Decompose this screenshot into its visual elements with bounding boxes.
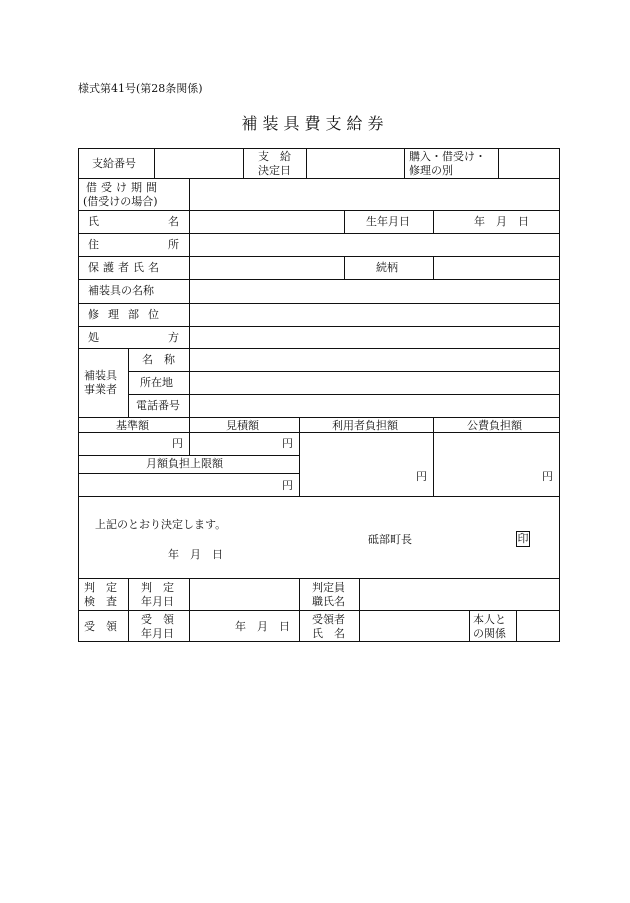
inspection-label-line1: 判 定	[84, 581, 117, 594]
form-number: 様式第41号(第28条関係)	[78, 82, 203, 95]
rental-period-label-line2: (借受けの場合)	[83, 195, 158, 208]
provider-label-line2: 事業者	[84, 383, 117, 396]
address-label-part2: 所	[168, 238, 179, 251]
relation-label-line1: 本人と	[473, 613, 506, 626]
prescription-label-part2: 方	[168, 331, 179, 344]
prescription-label-part1: 処	[88, 331, 99, 344]
birth-date-value: 年 月 日	[474, 215, 529, 228]
public-burden-yen: 円	[542, 470, 553, 483]
provider-label-line1: 補装具	[84, 369, 117, 382]
base-amount-header: 基準額	[116, 419, 149, 432]
name-label-part1: 氏	[88, 215, 99, 228]
decision-date-label-line2: 決定日	[258, 164, 291, 177]
guardian-name-label: 保護者氏名	[88, 261, 163, 274]
decision-date-label-line1: 支 給	[258, 150, 291, 163]
receipt-date-label-line2: 年月日	[141, 627, 174, 640]
category-label-line2: 修理の別	[409, 164, 453, 177]
inspector-label-line2: 職氏名	[312, 595, 345, 608]
monthly-cap-label: 月額負担上限額	[146, 457, 223, 470]
form-title: 補装具費支給券	[241, 114, 389, 133]
decision-statement: 上記のとおり決定します。	[95, 518, 227, 531]
birth-date-label: 生年月日	[366, 215, 410, 228]
receipt-date-label-line1: 受 領	[141, 613, 174, 626]
rental-period-label-line1: 借受け期間	[86, 181, 161, 194]
provider-name-label: 名 称	[142, 353, 175, 366]
repair-part-label: 修理部位	[88, 308, 168, 321]
inspector-label-line1: 判定員	[312, 581, 345, 594]
payment-number-label: 支給番号	[92, 157, 136, 170]
estimate-amount-header: 見積額	[226, 419, 259, 432]
device-name-label: 補装具の名称	[88, 284, 154, 297]
relationship-label: 続柄	[376, 261, 398, 274]
provider-location-label: 所在地	[140, 376, 173, 389]
recipient-label-line1: 受領者	[312, 613, 345, 626]
user-burden-header: 利用者負担額	[332, 419, 398, 432]
category-label-line1: 購入・借受け・	[409, 150, 486, 163]
inspection-date-label-line2: 年月日	[141, 595, 174, 608]
decision-date: 年 月 日	[168, 548, 223, 561]
name-label-part2: 名	[168, 215, 179, 228]
address-label-part1: 住	[88, 238, 99, 251]
receipt-date-value: 年 月 日	[235, 620, 290, 633]
receipt-label: 受 領	[84, 620, 117, 633]
inspection-date-label-line1: 判 定	[141, 581, 174, 594]
user-burden-yen: 円	[416, 470, 427, 483]
issuer-title: 砥部町長	[368, 533, 412, 546]
voucher-form-table	[78, 148, 560, 642]
seal-mark: 印	[517, 532, 529, 545]
inspection-label-line2: 検 査	[84, 595, 117, 608]
provider-phone-label: 電話番号	[136, 399, 180, 412]
estimate-amount-yen: 円	[282, 437, 293, 450]
base-amount-yen: 円	[172, 437, 183, 450]
recipient-label-line2: 氏 名	[312, 627, 345, 640]
monthly-cap-yen: 円	[282, 479, 293, 492]
public-burden-header: 公費負担額	[467, 419, 522, 432]
relation-label-line2: の関係	[473, 627, 506, 640]
